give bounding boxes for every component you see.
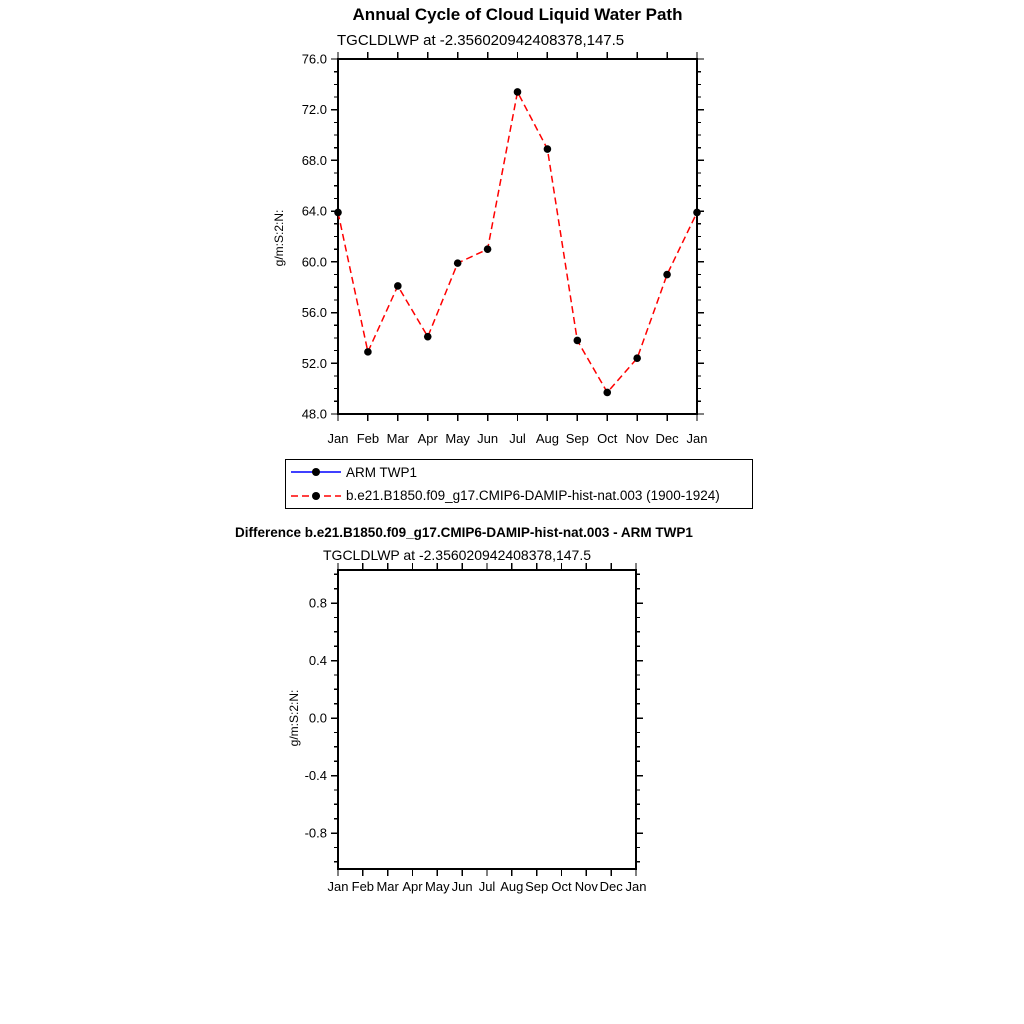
chart2-x-tick-labels [328,879,647,894]
x-tick-label: Feb [356,431,380,446]
y-tick-label: -0.8 [304,825,327,841]
chart2-subtitle: TGCLDLWP at -2.356020942408378,147.5 [323,547,592,563]
data-point-marker [633,354,641,362]
chart1-plot [302,52,708,447]
x-tick-label: Feb [351,879,375,894]
legend-entry-model [286,485,752,507]
legend-line-sample-dashed [288,489,344,503]
data-point-marker [364,348,372,356]
y-tick-label: 0.4 [308,653,327,669]
x-tick-label: Apr [417,431,438,446]
chart1-series-line-0 [338,92,697,392]
x-tick-label: May [445,431,470,446]
x-tick-label: Jul [478,879,496,894]
chart1-x-tick-labels [328,431,708,446]
chart2-title: Difference b.e21.B1850.f09_g17.CMIP6-DAMIP-hist-nat.003 - ARM TWP1 [235,525,693,540]
chart2-x-ticks [338,563,636,876]
chart2-y-ticks [331,574,643,862]
data-point-marker [693,209,701,217]
chart2-frame [338,570,636,869]
x-tick-label: Mar [376,879,399,894]
chart1-y-ticks [331,59,704,414]
legend-label-model: b.e21.B1850.f09_g17.CMIP6-DAMIP-hist-nat.003 (1900-1924) [346,488,720,504]
chart1-x-ticks [338,52,697,421]
legend-line-sample-solid [288,465,344,479]
chart1-title: Annual Cycle of Cloud Liquid Water Path [352,5,683,24]
x-tick-label: Jan [625,879,647,894]
y-tick-label: 64.0 [301,203,327,219]
x-tick-label: Nov [574,879,598,894]
x-tick-label: Nov [625,431,649,446]
x-tick-label: Oct [551,879,572,894]
chart2-y-tick-labels [305,596,327,841]
y-tick-label: 52.0 [301,355,327,371]
chart2-plot [305,563,647,894]
data-point-marker [663,271,671,279]
y-tick-label: -0.4 [304,768,327,784]
chart1-frame [338,59,697,414]
x-tick-label: Jan [327,431,349,446]
legend-label-arm-twp1: ARM TWP1 [346,464,418,480]
x-tick-label: Mar [386,431,410,446]
x-tick-label: Aug [535,431,559,446]
x-tick-label: Dec [599,879,623,894]
y-tick-label: 56.0 [301,305,327,321]
data-point-marker [514,88,522,96]
data-point-marker [603,389,611,397]
x-tick-label: Apr [402,879,423,894]
data-point-marker [484,245,492,253]
y-tick-label: 60.0 [301,254,327,270]
x-tick-label: Sep [565,431,589,446]
chart2-y-axis-label: g/m:S:2:N: [287,689,301,747]
y-tick-label: 68.0 [301,152,327,168]
data-point-marker [424,333,432,341]
legend [285,459,753,509]
chart1-series-markers-0 [334,88,701,396]
y-tick-label: 76.0 [301,51,327,67]
x-tick-label: Jul [509,431,526,446]
y-tick-label: 72.0 [301,102,327,118]
x-tick-label: Oct [597,431,618,446]
chart1-y-tick-labels [302,52,327,422]
x-tick-label: Jun [451,879,473,894]
chart1-subtitle: TGCLDLWP at -2.356020942408378,147.5 [337,32,625,49]
y-tick-label: 0.8 [308,595,327,611]
x-tick-label: Dec [655,431,679,446]
data-point-marker [544,145,552,153]
y-tick-label: 48.0 [301,406,327,422]
x-tick-label: Jan [686,431,708,446]
x-tick-label: Sep [525,879,549,894]
x-tick-label: Jan [327,879,349,894]
data-point-marker [574,337,582,345]
x-tick-label: Jun [477,431,499,446]
data-point-marker [334,209,342,217]
data-point-marker [454,259,462,267]
data-point-marker [394,282,402,290]
x-tick-label: Aug [500,879,524,894]
y-tick-label: 0.0 [308,710,327,726]
chart1-y-axis-label: g/m:S:2:N: [272,209,286,267]
x-tick-label: May [425,879,450,894]
legend-entry-arm-twp1 [286,461,752,483]
